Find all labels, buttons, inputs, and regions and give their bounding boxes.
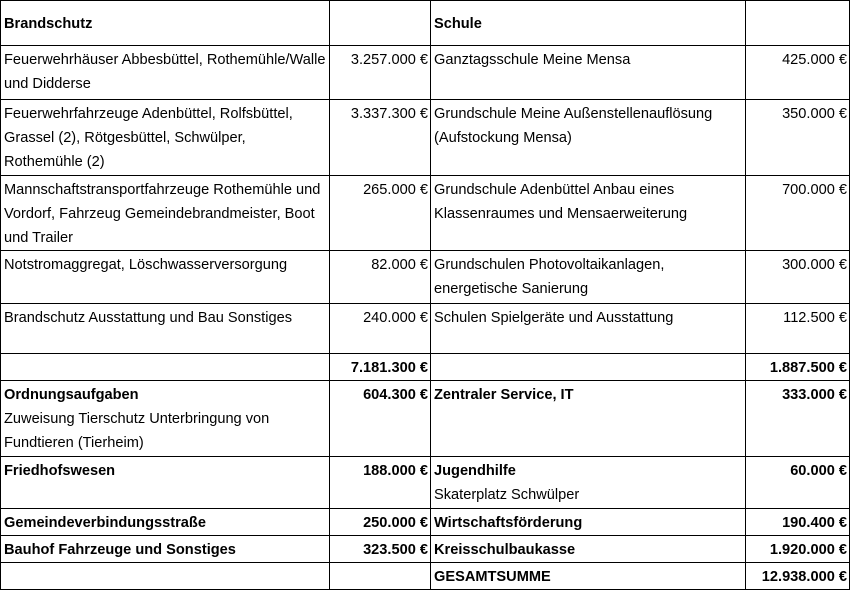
row-value: 350.000 € xyxy=(746,100,850,176)
header-brandschutz: Brandschutz xyxy=(1,1,330,46)
header-empty-left xyxy=(330,1,431,46)
category-value: 188.000 € xyxy=(330,457,431,509)
category-row xyxy=(1,536,850,563)
category-row xyxy=(1,381,850,457)
category-title: Wirtschaftsförderung xyxy=(434,515,583,531)
category-cell xyxy=(1,536,330,563)
category-value: 1.920.000 € xyxy=(746,536,850,563)
table-row xyxy=(1,176,850,251)
row-label: Notstromaggregat, Löschwasserversorgung xyxy=(1,251,330,304)
category-title: Friedhofswesen xyxy=(4,463,116,479)
category-value: 604.300 € xyxy=(330,381,431,457)
category-cell xyxy=(431,381,746,457)
row-value: 425.000 € xyxy=(746,46,850,100)
row-value: 3.337.300 € xyxy=(330,100,431,176)
subtotal-brandschutz: 7.181.300 € xyxy=(330,354,431,381)
category-cell xyxy=(1,381,330,457)
category-value: 60.000 € xyxy=(746,457,850,509)
category-subtitle: Zuweisung Tierschutz Unterbringung von Fundtieren (Tierheim) xyxy=(4,411,270,451)
category-cell xyxy=(1,457,330,509)
row-value: 240.000 € xyxy=(330,304,431,354)
header-schule: Schule xyxy=(431,1,746,46)
table-row xyxy=(1,304,850,354)
subtotal-schule: 1.887.500 € xyxy=(746,354,850,381)
category-cell xyxy=(1,509,330,536)
subtotal-empty-left xyxy=(1,354,330,381)
header-row xyxy=(1,1,850,46)
category-title: Zentraler Service, IT xyxy=(434,387,574,403)
total-empty-1 xyxy=(1,563,330,590)
row-label: Mannschaftstransportfahrzeuge Rothemühle und Vordorf, Fahrzeug Gemeindebrandmeister, Boot und Trailer xyxy=(1,176,330,251)
category-value: 333.000 € xyxy=(746,381,850,457)
category-title: Gemeindeverbindungsstraße xyxy=(4,515,206,531)
row-value: 300.000 € xyxy=(746,251,850,304)
category-cell xyxy=(431,457,746,509)
row-label: Brandschutz Ausstattung und Bau Sonstiges xyxy=(1,304,330,354)
row-label: Grundschule Meine Außenstellenauflösung (Aufstockung Mensa) xyxy=(431,100,746,176)
category-row xyxy=(1,509,850,536)
row-value: 82.000 € xyxy=(330,251,431,304)
category-title: Kreisschulbaukasse xyxy=(434,542,576,558)
table-row xyxy=(1,251,850,304)
subtotal-empty-right xyxy=(431,354,746,381)
row-value: 3.257.000 € xyxy=(330,46,431,100)
subtotal-row xyxy=(1,354,850,381)
total-value: 12.938.000 € xyxy=(746,563,850,590)
category-title: Ordnungsaufgaben xyxy=(4,387,139,403)
row-label: Schulen Spielgeräte und Ausstattung xyxy=(431,304,746,354)
category-title: Jugendhilfe xyxy=(434,463,516,479)
row-value: 700.000 € xyxy=(746,176,850,251)
category-cell xyxy=(431,536,746,563)
row-label: Feuerwehrhäuser Abbesbüttel, Rothemühle/Walle und Didderse xyxy=(1,46,330,100)
table-row xyxy=(1,46,850,100)
category-subtitle: Skaterplatz Schwülper xyxy=(434,487,580,503)
table-row xyxy=(1,100,850,176)
header-empty-right xyxy=(746,1,850,46)
row-label: Grundschule Adenbüttel Anbau eines Klassenraumes und Mensaerweiterung xyxy=(431,176,746,251)
total-empty-2 xyxy=(330,563,431,590)
category-value: 190.400 € xyxy=(746,509,850,536)
category-value: 250.000 € xyxy=(330,509,431,536)
row-value: 112.500 € xyxy=(746,304,850,354)
total-row xyxy=(1,563,850,590)
row-value: 265.000 € xyxy=(330,176,431,251)
category-row xyxy=(1,457,850,509)
row-label: Feuerwehrfahrzeuge Adenbüttel, Rolfsbüttel, Grassel (2), Rötgesbüttel, Schwülper, Rothemühle (2) xyxy=(1,100,330,176)
category-title: Bauhof Fahrzeuge und Sonstiges xyxy=(4,542,236,558)
row-label: Grundschulen Photovoltaikanlagen, energetische Sanierung xyxy=(431,251,746,304)
category-cell xyxy=(431,509,746,536)
row-label: Ganztagsschule Meine Mensa xyxy=(431,46,746,100)
category-value: 323.500 € xyxy=(330,536,431,563)
total-label: GESAMTSUMME xyxy=(431,563,746,590)
